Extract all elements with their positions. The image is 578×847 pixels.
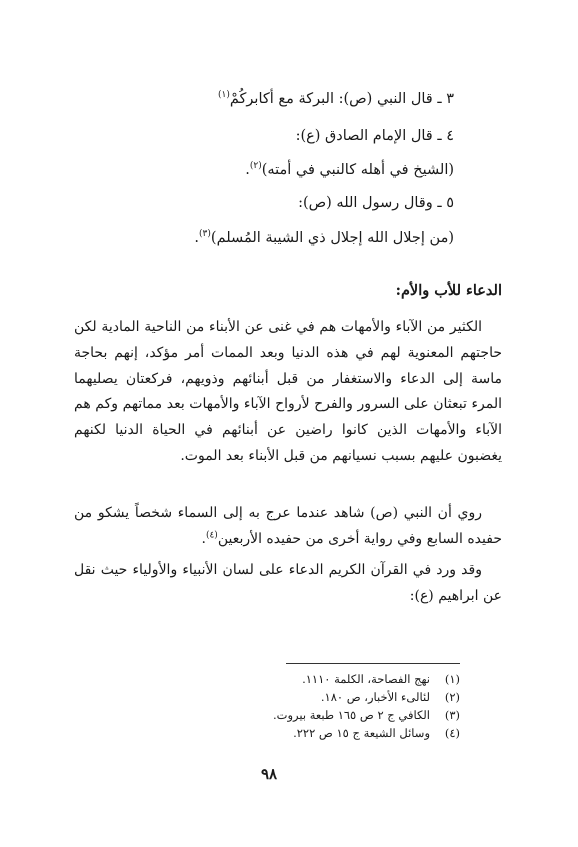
footnote-text: لئالىء الأخبار، ص ١٨٠. (320, 690, 430, 704)
footnote-item (273, 724, 460, 742)
footnote-divider (286, 663, 460, 664)
footnote-text: نهج الفصاحة، الكلمة ١١١٠. (302, 672, 430, 686)
footnote-ref: (١) (217, 90, 230, 101)
paragraph-2-period: . (201, 530, 206, 547)
quote-line-4-text (245, 160, 454, 180)
footnote-ref: (٢) (249, 161, 262, 172)
section-heading: الدعاء للأب والأم: (395, 282, 502, 299)
footnote-number: (٤) (444, 726, 460, 740)
quote-line-5 (298, 193, 454, 213)
footnote-number: (٢) (444, 690, 460, 704)
footnote-number: (٣) (444, 708, 460, 722)
quote-line-3 (218, 89, 454, 109)
footnote-ref: (٣) (199, 229, 211, 240)
paragraph-2-text: روي أن النبي (ص) شاهد عندما عرج به إلى السماء شخصاً يشكو من حفيده السابع وفي رواية أخرى من حفيده الأربعين (74, 505, 502, 547)
quote-text: (من إجلال الله إجلال ذي الشيبة المُسلم) (210, 230, 454, 246)
footnote-item (273, 670, 460, 688)
footnote-item (273, 706, 460, 724)
footnote-number: (١) (444, 672, 460, 686)
quote-text: ٤ ـ قال الإمام الصادق (ع): (295, 128, 454, 144)
footnotes (273, 670, 460, 742)
quote-text: (الشيخ في أهله كالنبي في أمته) (261, 162, 454, 178)
footnote-text: الكافي ج ٢ ص ١٦٥ طبعة بيروت. (272, 708, 430, 722)
quote-line-4 (296, 126, 454, 146)
paragraph-2 (74, 501, 502, 553)
quote-text: ٥ ـ وقال رسول الله (ص): (298, 195, 454, 211)
quote-text: ٣ ـ قال النبي (ص): البركة مع أكابركُمْ (229, 91, 454, 107)
paragraph-1: الكثير من الآباء والأمهات هم في غنى عن الأبناء من الناحية المادية لكن حاجتهم المعنوية لهم في هذه الدنيا وبعد الممات أمر مؤكد، إنهم بحاجة ماسة إلى الدعاء والاستغفار من قبل أبنائهم وذويهم، فركعتان يصليهما المرء تبعثان على السرور والفرح لأرواح الآباء والأمهات بعد مماتهم وكم هم الآباء والأمهات الذين كانوا راضين عن أبنائهم في الحياة الدنيا لكنهم يغضبون عليهم بسبب نسيانهم من قبل الأبناء بعد الموت. (74, 319, 502, 464)
paragraph-3: وقد ورد في القرآن الكريم الدعاء على لسان الأنبياء والأولياء حيث نقل عن ابراهيم (ع): (74, 562, 502, 604)
quote-period: . (245, 162, 250, 178)
quote-line-5-text (194, 228, 454, 248)
footnote-item (273, 688, 460, 706)
footnote-text: وسائل الشيعة ج ١٥ ص ٢٢٢. (293, 726, 430, 740)
footnote-ref: (٤) (205, 530, 218, 541)
quote-period: . (194, 230, 200, 246)
page-number: ٩٨ (260, 765, 278, 783)
